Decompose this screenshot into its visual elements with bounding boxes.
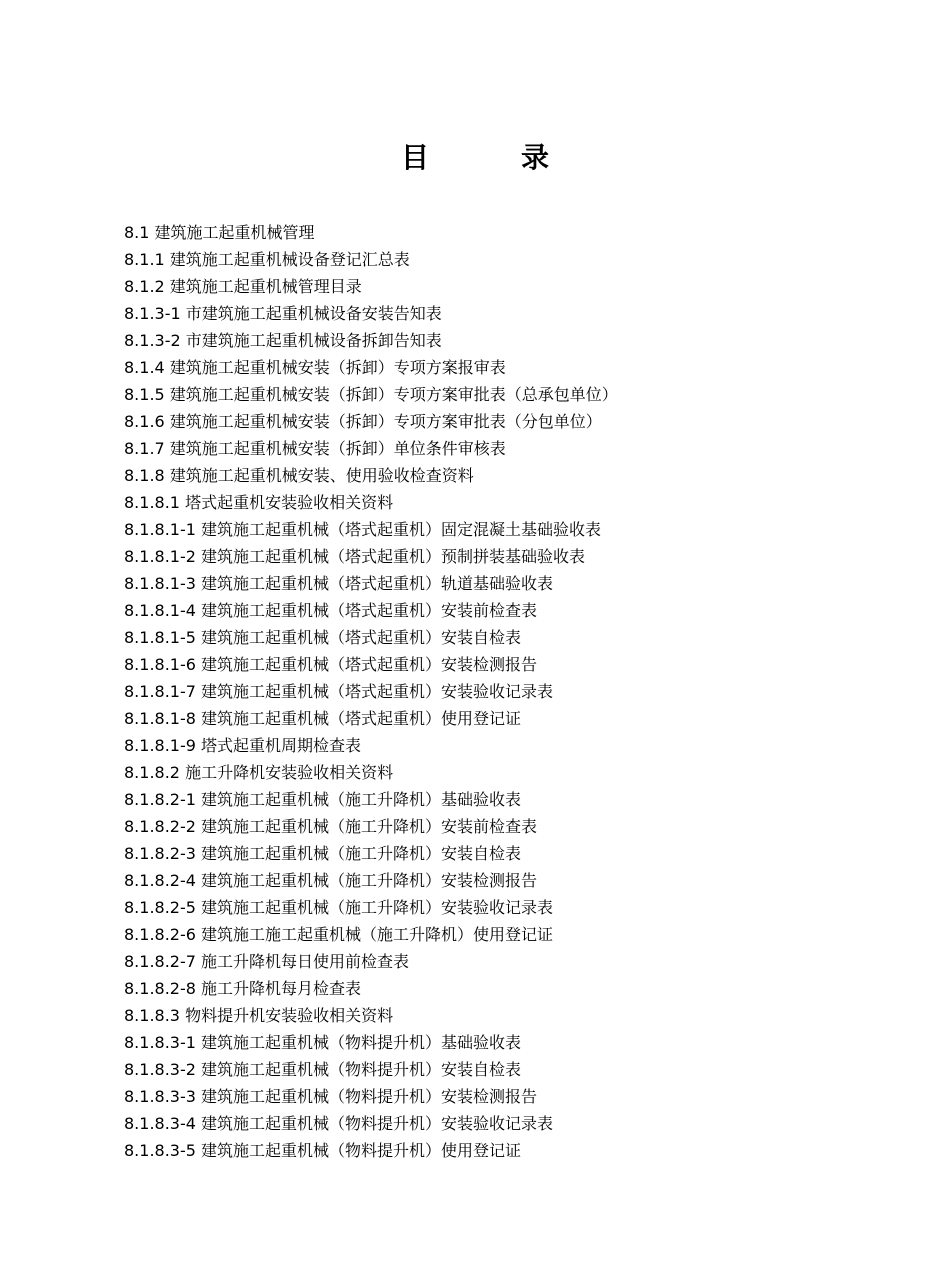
toc-entry: 8.1.6 建筑施工起重机械安装（拆卸）专项方案审批表（分包单位） xyxy=(124,412,602,431)
toc-entry: 8.1.8.2-1 建筑施工起重机械（施工升降机）基础验收表 xyxy=(124,790,522,809)
toc-entry: 8.1.8 建筑施工起重机械安装、使用验收检查资料 xyxy=(124,466,474,485)
toc-entry: 8.1.3-1 市建筑施工起重机械设备安装告知表 xyxy=(124,304,442,323)
toc-entry: 8.1.8.3-1 建筑施工起重机械（物料提升机）基础验收表 xyxy=(124,1033,522,1052)
toc-entry: 8.1.8.1-2 建筑施工起重机械（塔式起重机）预制拼装基础验收表 xyxy=(124,547,586,566)
toc-entry: 8.1.8.2 施工升降机安装验收相关资料 xyxy=(124,763,394,782)
toc-entry: 8.1.8.1-5 建筑施工起重机械（塔式起重机）安装自检表 xyxy=(124,628,522,647)
toc-entry: 8.1.8.2-3 建筑施工起重机械（施工升降机）安装自检表 xyxy=(124,844,522,863)
toc-entry: 8.1.8.2-6 建筑施工施工起重机械（施工升降机）使用登记证 xyxy=(124,925,554,944)
page-title: 目 录 xyxy=(400,141,581,174)
toc-entry: 8.1.8.3 物料提升机安装验收相关资料 xyxy=(124,1006,394,1025)
toc-entry: 8.1.1 建筑施工起重机械设备登记汇总表 xyxy=(124,250,410,269)
toc-entry: 8.1.8.2-7 施工升降机每日使用前检查表 xyxy=(124,952,410,971)
toc-entry: 8.1.8.1-4 建筑施工起重机械（塔式起重机）安装前检查表 xyxy=(124,601,538,620)
toc-entry: 8.1.8.1-6 建筑施工起重机械（塔式起重机）安装检测报告 xyxy=(124,655,538,674)
toc-entry: 8.1.8.1-7 建筑施工起重机械（塔式起重机）安装验收记录表 xyxy=(124,682,554,701)
table-of-contents xyxy=(124,219,844,1164)
toc-entry: 8.1.8.3-4 建筑施工起重机械（物料提升机）安装验收记录表 xyxy=(124,1114,554,1133)
toc-entry: 8.1.8.3-3 建筑施工起重机械（物料提升机）安装检测报告 xyxy=(124,1087,538,1106)
toc-entry: 8.1.8.1-3 建筑施工起重机械（塔式起重机）轨道基础验收表 xyxy=(124,574,554,593)
toc-entry: 8.1 建筑施工起重机械管理 xyxy=(124,223,315,242)
toc-entry: 8.1.7 建筑施工起重机械安装（拆卸）单位条件审核表 xyxy=(124,439,506,458)
toc-entry: 8.1.8.1-9 塔式起重机周期检查表 xyxy=(124,736,362,755)
toc-entry: 8.1.8.1 塔式起重机安装验收相关资料 xyxy=(124,493,394,512)
toc-entry: 8.1.8.2-8 施工升降机每月检查表 xyxy=(124,979,362,998)
toc-entry: 8.1.5 建筑施工起重机械安装（拆卸）专项方案审批表（总承包单位） xyxy=(124,385,618,404)
toc-entry: 8.1.8.1-8 建筑施工起重机械（塔式起重机）使用登记证 xyxy=(124,709,522,728)
toc-entry: 8.1.4 建筑施工起重机械安装（拆卸）专项方案报审表 xyxy=(124,358,506,377)
toc-entry: 8.1.8.2-5 建筑施工起重机械（施工升降机）安装验收记录表 xyxy=(124,898,554,917)
toc-entry: 8.1.8.3-5 建筑施工起重机械（物料提升机）使用登记证 xyxy=(124,1141,522,1160)
toc-entry: 8.1.3-2 市建筑施工起重机械设备拆卸告知表 xyxy=(124,331,442,350)
toc-entry: 8.1.8.1-1 建筑施工起重机械（塔式起重机）固定混凝土基础验收表 xyxy=(124,520,602,539)
toc-entry: 8.1.8.2-2 建筑施工起重机械（施工升降机）安装前检查表 xyxy=(124,817,538,836)
toc-entry: 8.1.8.2-4 建筑施工起重机械（施工升降机）安装检测报告 xyxy=(124,871,538,890)
toc-entry: 8.1.2 建筑施工起重机械管理目录 xyxy=(124,277,362,296)
toc-entry: 8.1.8.3-2 建筑施工起重机械（物料提升机）安装自检表 xyxy=(124,1060,522,1079)
